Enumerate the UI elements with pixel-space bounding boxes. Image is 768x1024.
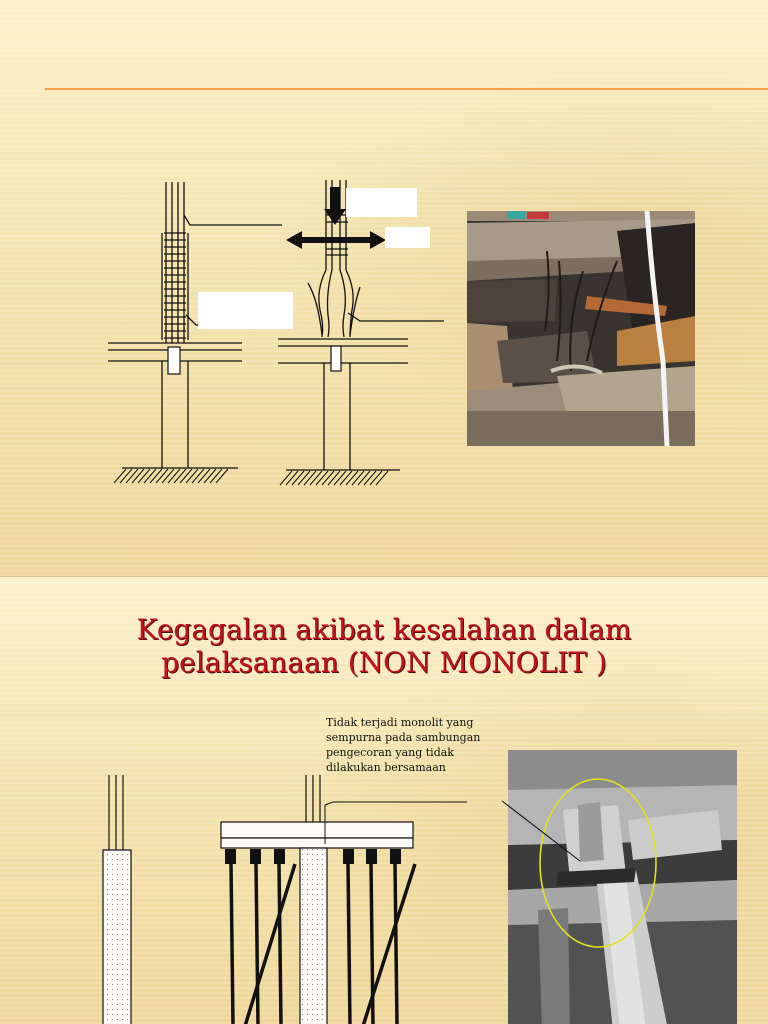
- buckled-bars-diagram: [268, 175, 453, 495]
- non-monolith-diagram: [95, 772, 525, 1024]
- slide-title-line-1: Kegagalan akibat kesalahan dalam: [136, 613, 632, 646]
- slide-title-line-2: pelaksanaan (NON MONOLIT ): [161, 646, 607, 679]
- note-line-4: dilakukan bersamaan: [326, 761, 446, 774]
- note-leader-line: [498, 797, 588, 867]
- note-line-1: Tidak terjadi monolit yang: [326, 716, 474, 729]
- slide-title: [0, 613, 768, 679]
- slide-2: [0, 577, 768, 1024]
- monolith-note: [326, 715, 526, 775]
- note-line-3: pengecoran yang tidak: [326, 746, 454, 759]
- note-line-2: sempurna pada sambungan: [326, 731, 481, 744]
- damaged-joint-photo: [467, 211, 695, 446]
- accent-rule: [45, 88, 768, 90]
- non-monolith-joint-photo: [508, 750, 737, 1024]
